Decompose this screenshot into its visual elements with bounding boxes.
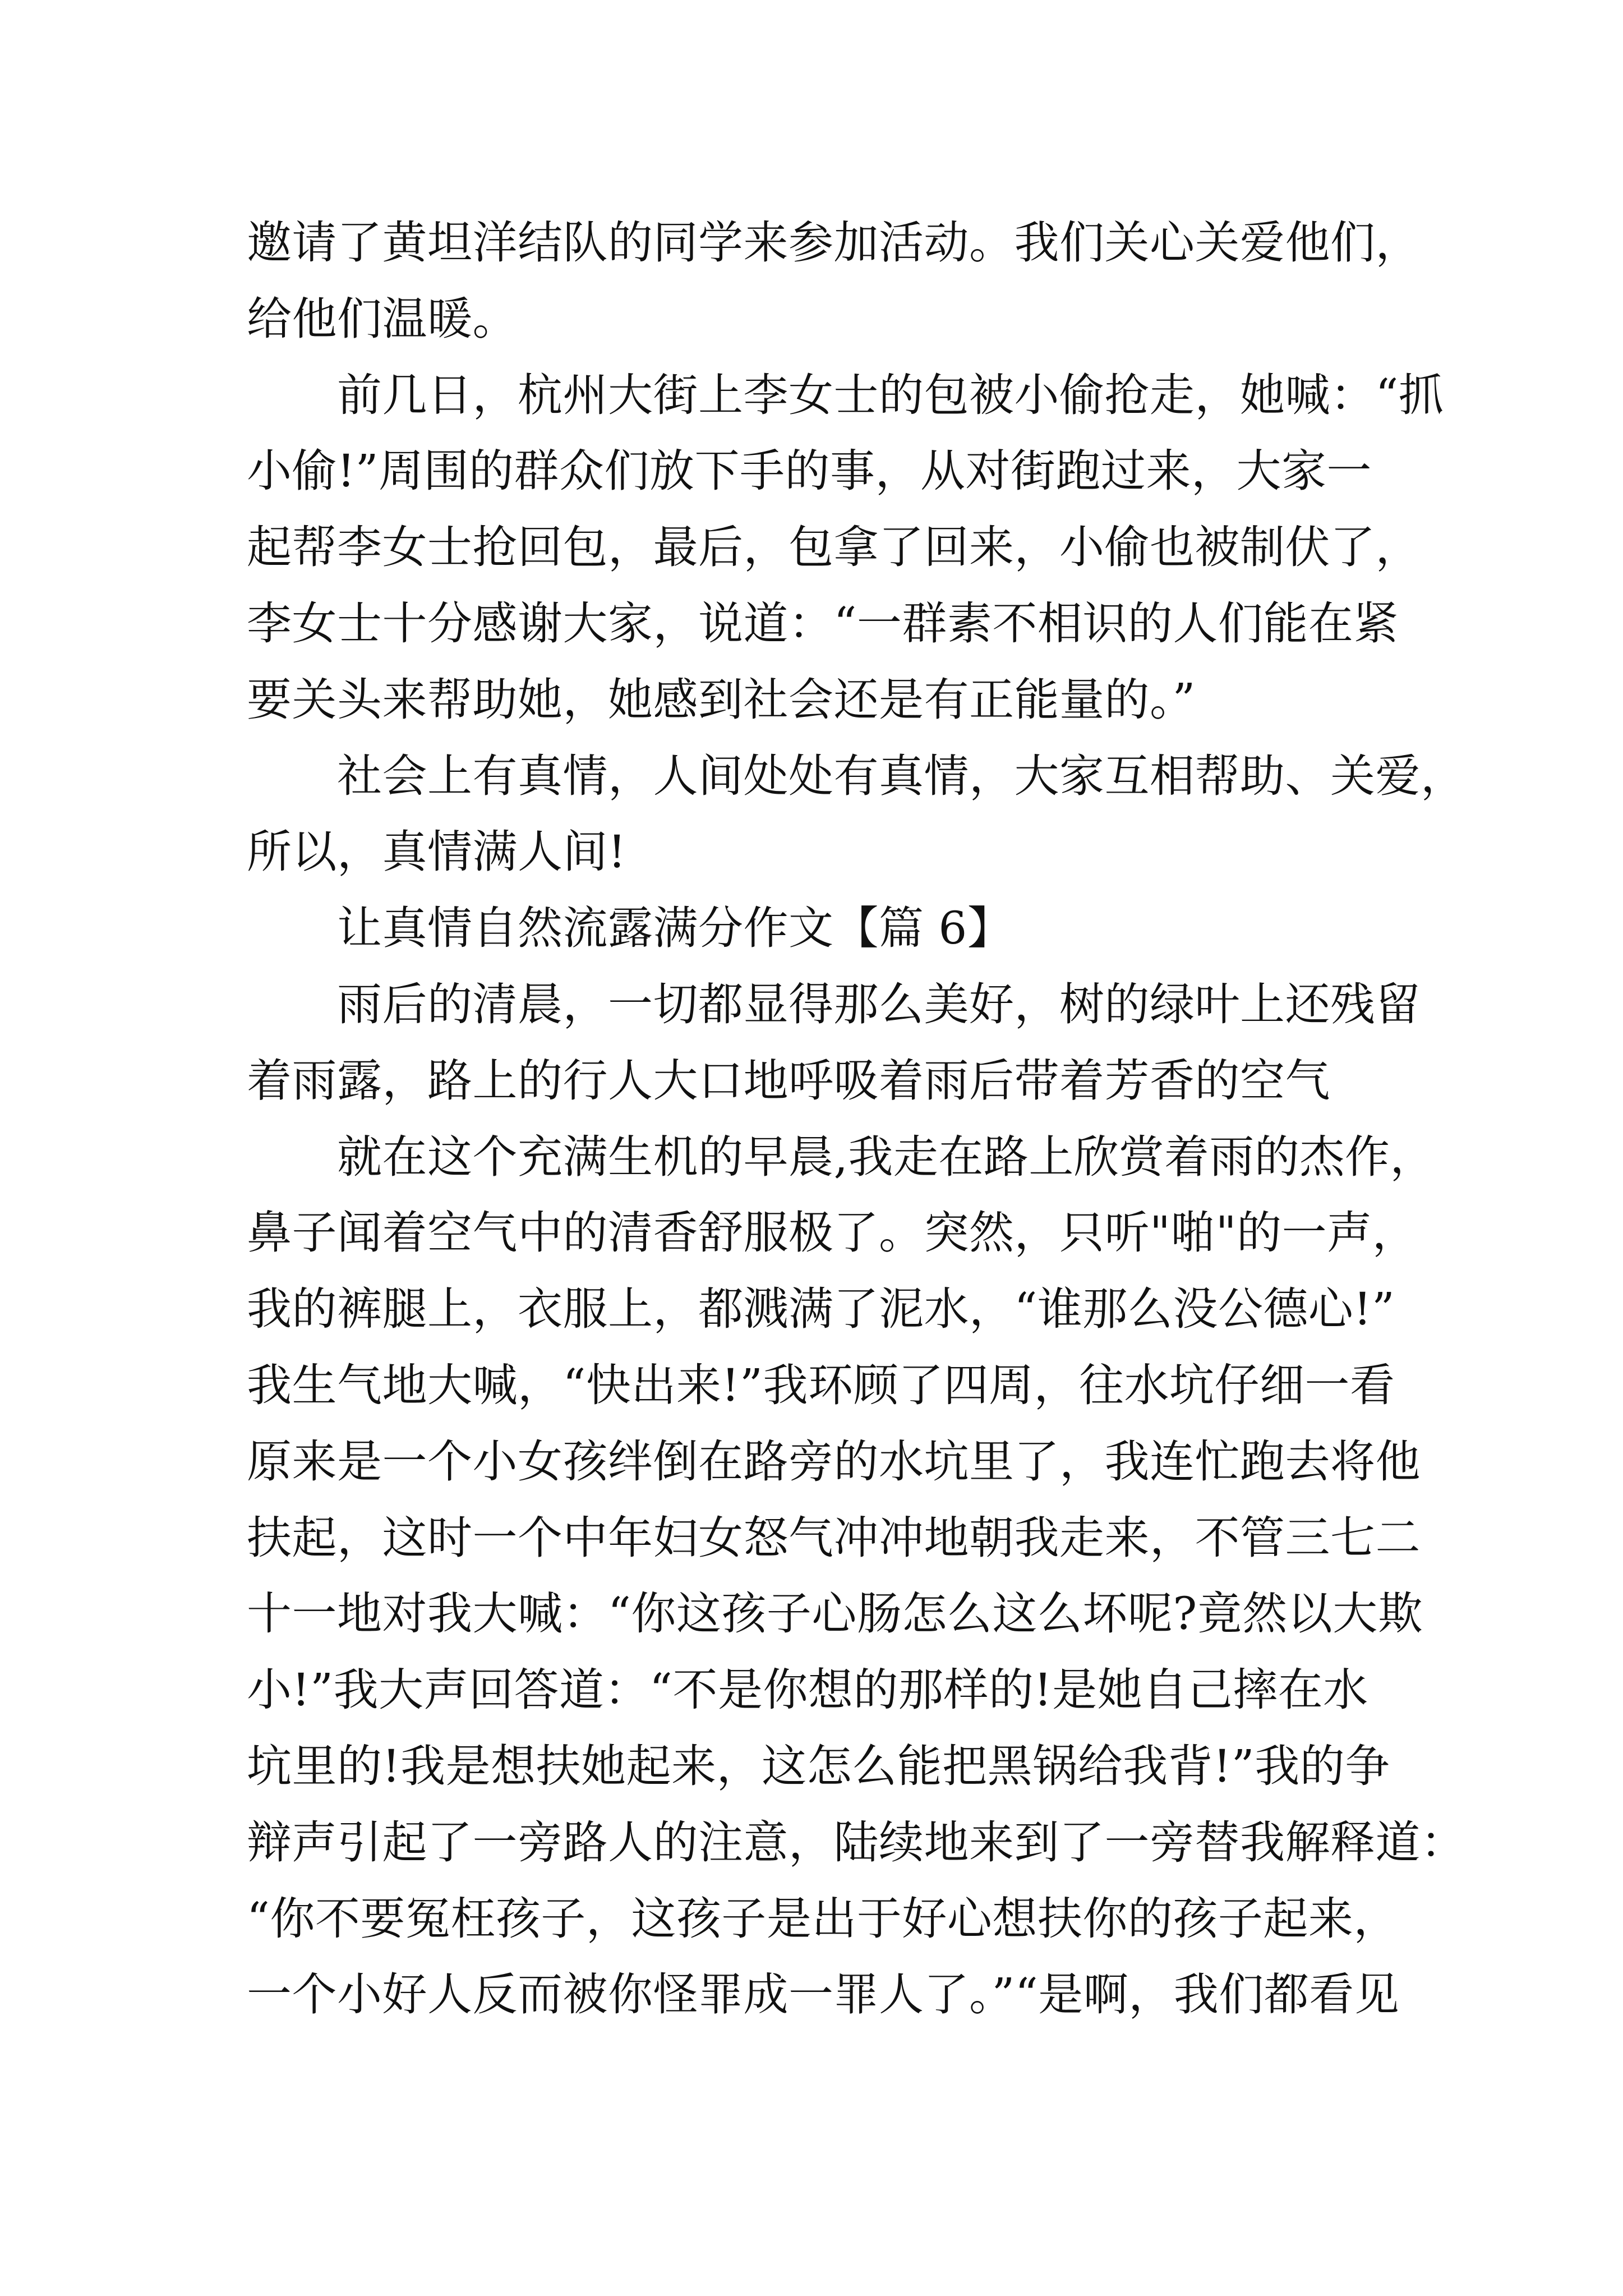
text-line: 辩声引起了一旁路人的注意，陆续地来到了一旁替我解释道：	[247, 1816, 1466, 1869]
text-line: 鼻子闻着空气中的清香舒服极了。突然，只听"啪"的一声，	[247, 1207, 1418, 1259]
text-line: 邀请了黄坦洋结队的同学来参加活动。我们关心关爱他们，	[247, 217, 1421, 269]
text-line: 扶起，这时一个中年妇女怒气冲冲地朝我走来，不管三七二	[247, 1511, 1421, 1564]
text-line: 十一地对我大喊：“你这孩子心肠怎么这么坏呢?竟然以大欺	[247, 1588, 1423, 1640]
text-line: 给他们温暖。	[247, 292, 518, 345]
text-line: 所以，真情满人间!	[247, 826, 626, 878]
text-line: 小!”我大声回答道：“不是你想的那样的!是她自己摔在水	[247, 1664, 1368, 1717]
essay-text	[247, 205, 1466, 2033]
text-line: 我生气地大喊，“快出来!”我环顾了四周，往水坑仔细一看	[247, 1359, 1395, 1411]
text-line: 一个小好人反而被你怪罪成一罪人了。”“是啊，我们都看见	[247, 1968, 1400, 2021]
text-line: 着雨露，路上的行人大口地呼吸着雨后带着芳香的空气	[247, 1054, 1330, 1107]
text-line: 要关头来帮助她，她感到社会还是有正能量的。”	[247, 673, 1196, 726]
text-line: 起帮李女士抢回包，最后，包拿了回来，小偷也被制伏了，	[247, 521, 1421, 574]
text-line: “你不要冤枉孩子，这孩子是出于好心想扶你的孩子起来，	[247, 1892, 1399, 1945]
text-line: 我的裤腿上，衣服上，都溅满了泥水，“谁那么没公德心!”	[247, 1283, 1395, 1336]
text-line: 李女士十分感谢大家，说道：“一群素不相识的人们能在紧	[247, 597, 1399, 650]
text-line: 雨后的清晨，一切都显得那么美好，树的绿叶上还残留	[247, 978, 1421, 1030]
text-line: 就在这个充满生机的早晨,我走在路上欣赏着雨的杰作，	[247, 1130, 1435, 1183]
text-line: 前几日，杭州大街上李女士的包被小偷抢走，她喊：“抓	[247, 369, 1444, 421]
text-line: 小偷!”周围的群众们放下手的事，从对街跑过来，大家一	[247, 445, 1372, 498]
text-line: 坑里的!我是想扶她起来，这怎么能把黑锅给我背!”我的争	[247, 1740, 1390, 1792]
text-line: 原来是一个小女孩绊倒在路旁的水坑里了，我连忙跑去将他	[247, 1435, 1421, 1488]
section-heading: 让真情自然流露满分作文【篇 6】	[247, 902, 1013, 955]
text-line: 社会上有真情，人间处处有真情，大家互相帮助、关爱，	[247, 749, 1466, 802]
